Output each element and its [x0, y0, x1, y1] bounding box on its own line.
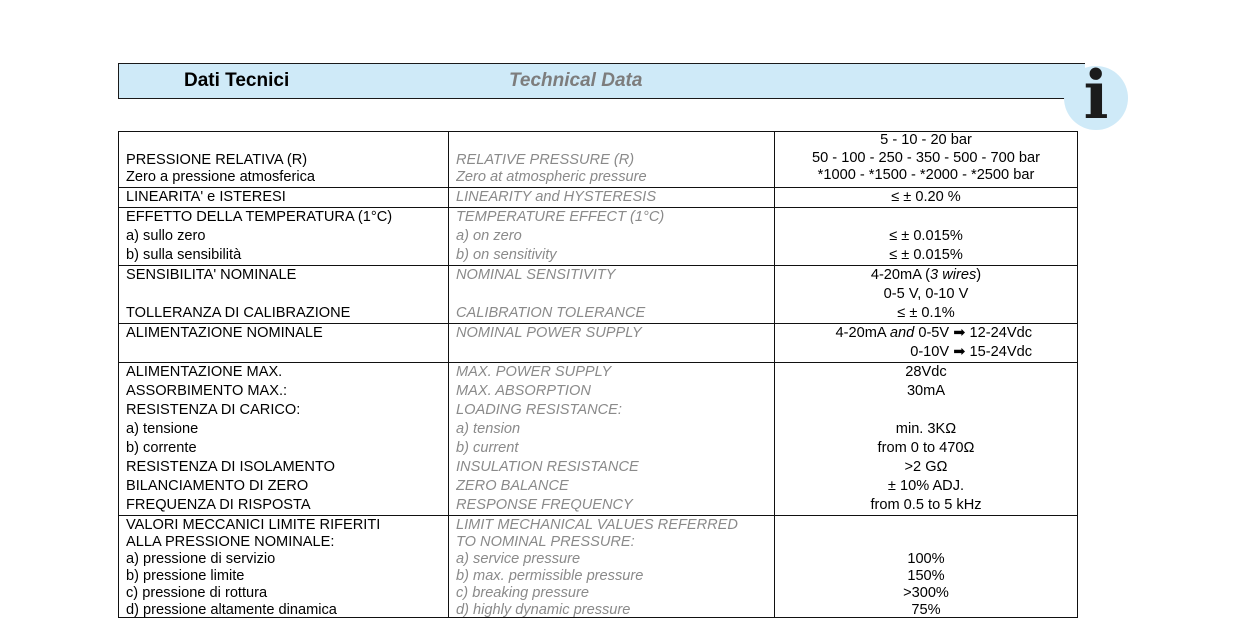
table-row — [119, 323, 1078, 362]
table-row — [119, 265, 1078, 323]
cell-value: 100% 150% >300% 75% — [775, 515, 1078, 617]
cell-english: NOMINAL SENSITIVITY CALIBRATION TOLERANCE — [449, 265, 775, 323]
cell-english: MAX. POWER SUPPLY MAX. ABSORPTION LOADING RESISTANCE: a) tension b) current INSULATION RESISTANCE ZERO BALANCE RESPONSE FREQUENCY — [449, 362, 775, 515]
cell-value: ≤ ± 0.015% ≤ ± 0.015% — [775, 207, 1078, 265]
title-english: Technical Data — [509, 70, 643, 91]
cell-english: NOMINAL POWER SUPPLY — [449, 323, 775, 362]
arrow-right-icon: ➡ — [953, 324, 966, 341]
cell-italian: PRESSIONE RELATIVA (R) Zero a pressione atmosferica — [119, 132, 449, 188]
cell-italian: SENSIBILITA' NOMINALE TOLLERANZA DI CALIBRAZIONE — [119, 265, 449, 323]
cell-english: RELATIVE PRESSURE (R) Zero at atmospheric pressure — [449, 132, 775, 188]
cell-value: 5 - 10 - 20 bar 50 - 100 - 250 - 350 - 500 - 700 bar *1000 - *1500 - *2000 - *2500 bar — [775, 132, 1078, 188]
cell-italian: EFFETTO DELLA TEMPERATURA (1°C) a) sullo zero b) sulla sensibilità — [119, 207, 449, 265]
cell-italian: ALIMENTAZIONE MAX. ASSORBIMENTO MAX.: RESISTENZA DI CARICO: a) tensione b) corrente RESISTENZA DI ISOLAMENTO BILANCIAMENTO DI ZERO FREQUENZA DI RISPOSTA — [119, 362, 449, 515]
power-supply-line-1: 4-20mA and 0-5V ➡ 12-24Vdc — [835, 324, 1032, 341]
spec-table — [118, 131, 1078, 618]
table-row — [119, 207, 1078, 265]
cell-value — [775, 323, 1078, 362]
title-italian: Dati Tecnici — [184, 70, 290, 91]
cell-english: LIMIT MECHANICAL VALUES REFERRED TO NOMINAL PRESSURE: a) service pressure b) max. permissible pressure c) breaking pressure d) highly dynamic pressure — [449, 515, 775, 617]
cell-value: 28Vdc 30mA min. 3KΩ from 0 to 470Ω >2 GΩ ± 10% ADJ. from 0.5 to 5 kHz — [775, 362, 1078, 515]
table-row — [119, 132, 1078, 188]
table-row — [119, 515, 1078, 617]
table-row — [119, 187, 1078, 207]
cell-english: TEMPERATURE EFFECT (1°C) a) on zero b) on sensitivity — [449, 207, 775, 265]
cell-english: LINEARITY and HYSTERESIS — [449, 187, 775, 207]
cell-value: 4-20mA (3 wires) 0-5 V, 0-10 V ≤ ± 0.1% — [775, 265, 1078, 323]
arrow-right-icon: ➡ — [953, 343, 966, 360]
cell-italian: LINEARITA' e ISTERESI — [119, 187, 449, 207]
header-bar — [118, 63, 1085, 99]
sensitivity-value: 4-20mA (3 wires) — [870, 266, 982, 283]
power-supply-line-2: 0-10V ➡ 15-24Vdc — [910, 343, 1032, 360]
table-row — [119, 362, 1078, 515]
cell-italian: VALORI MECCANICI LIMITE RIFERITI ALLA PRESSIONE NOMINALE: a) pressione di servizio b) pressione limite c) pressione di rottura d) pressione altamente dinamica — [119, 515, 449, 617]
cell-italian: ALIMENTAZIONE NOMINALE — [119, 323, 449, 362]
cell-value: ≤ ± 0.20 % — [775, 187, 1078, 207]
info-icon: i — [1083, 56, 1109, 134]
